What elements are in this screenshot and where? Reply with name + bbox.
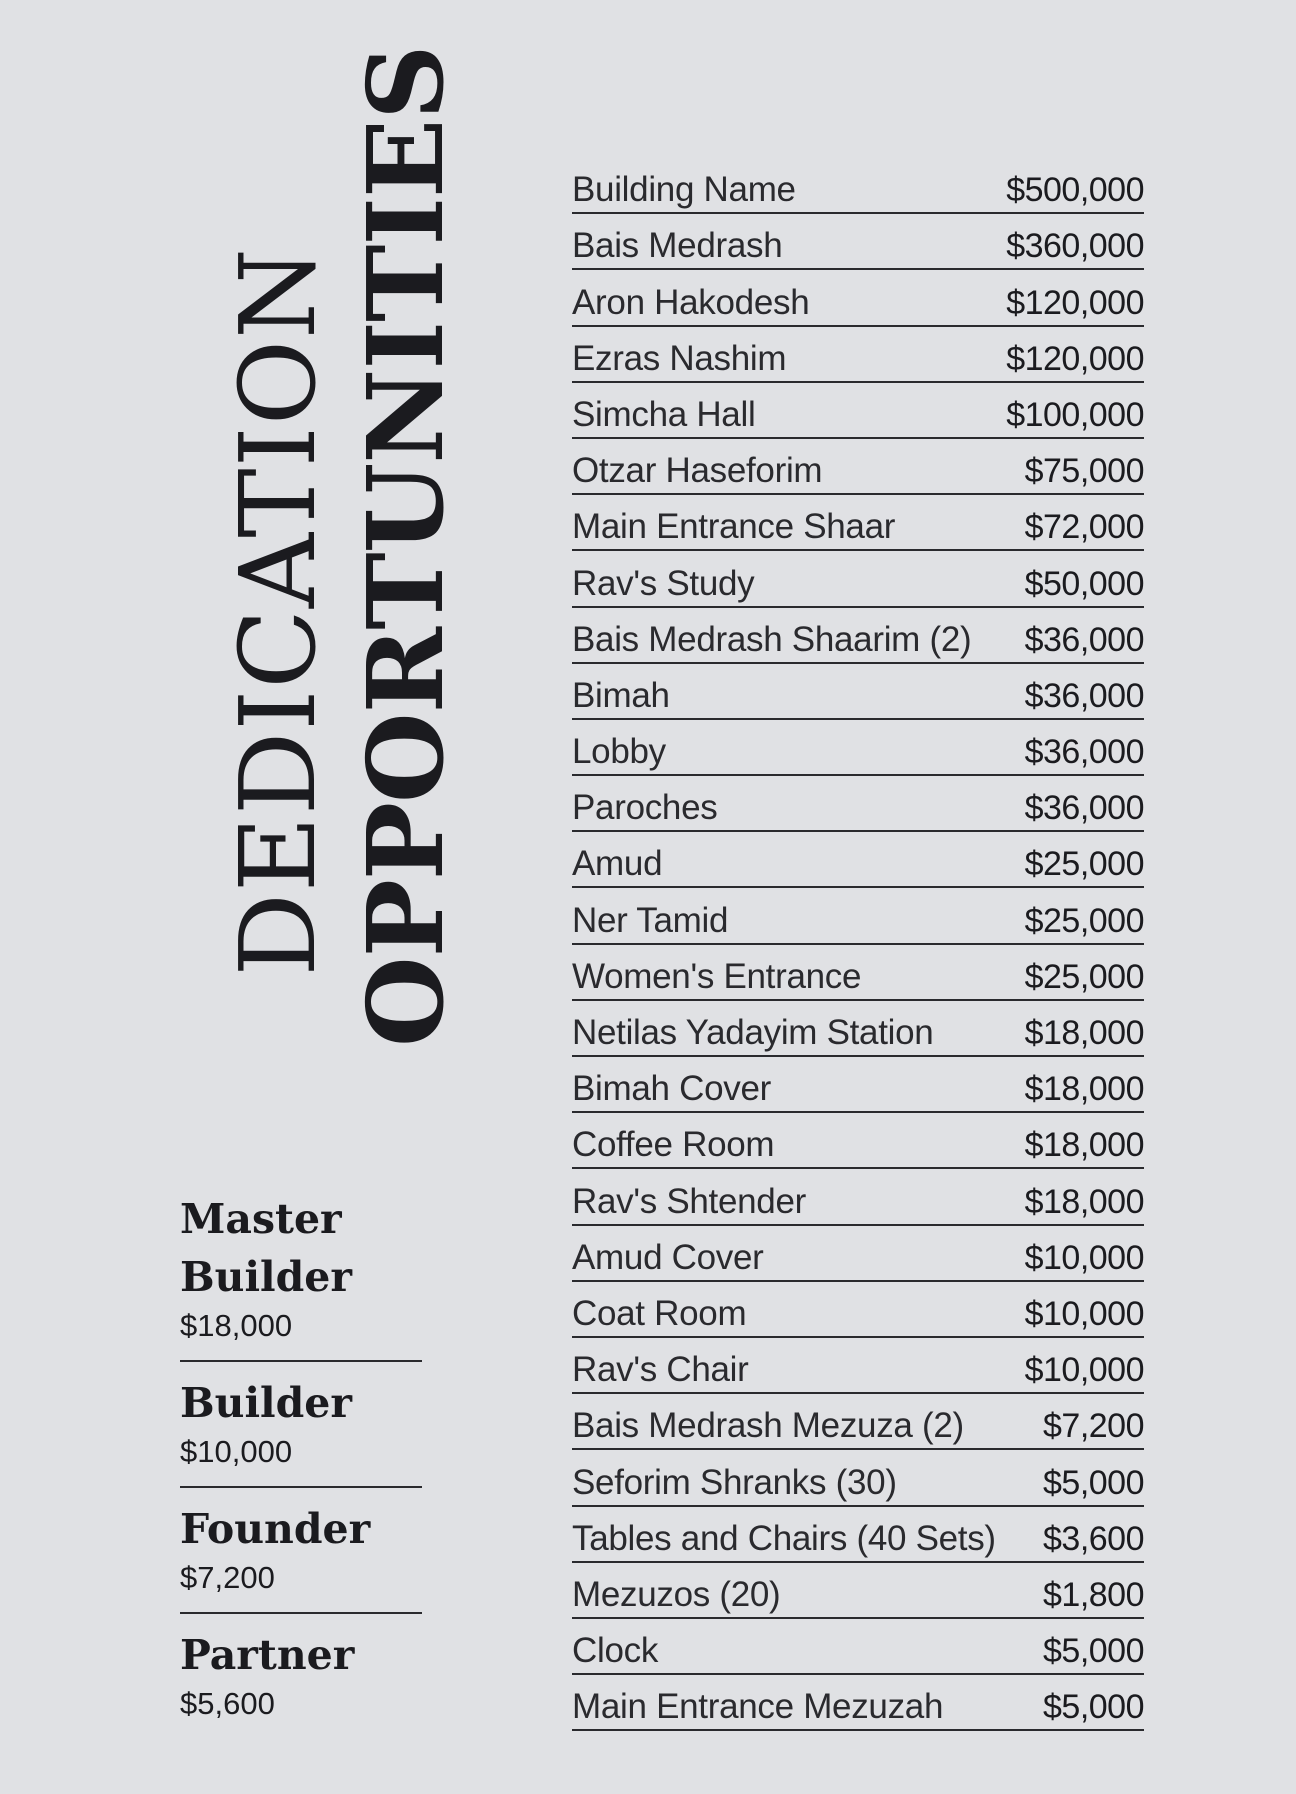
page-title <box>168 45 467 1050</box>
dedication-label: Bais Medrash <box>572 226 783 266</box>
list-item <box>572 1113 1144 1169</box>
dedication-price: $25,000 <box>1024 901 1144 940</box>
dedication-price: $120,000 <box>1006 339 1144 378</box>
dedication-label: Clock <box>572 1631 659 1671</box>
title-line-dedication: DEDICATION <box>217 247 339 977</box>
dedication-label: Ezras Nashim <box>572 338 787 378</box>
list-item <box>572 495 1144 551</box>
dedication-price: $10,000 <box>1024 1294 1144 1333</box>
list-item <box>572 270 1144 326</box>
donor-levels <box>180 1178 422 1738</box>
list-item <box>572 158 1144 214</box>
dedication-label: Bais Medrash Mezuza (2) <box>572 1406 964 1446</box>
list-item <box>572 1338 1144 1394</box>
dedication-price: $120,000 <box>1006 283 1144 322</box>
dedication-label: Rav's Chair <box>572 1350 749 1390</box>
list-item <box>572 832 1144 888</box>
donor-level-name: Builder <box>180 1379 352 1427</box>
dedication-price: $25,000 <box>1024 845 1144 884</box>
dedication-label: Bais Medrash Shaarim (2) <box>572 619 972 659</box>
list-item <box>572 214 1144 270</box>
dedication-label: Tables and Chairs (40 Sets) <box>572 1518 996 1558</box>
list-item <box>572 945 1144 1001</box>
dedication-label: Mezuzos (20) <box>572 1574 781 1614</box>
list-item <box>572 1226 1144 1282</box>
dedication-price: $5,000 <box>1043 1688 1144 1727</box>
dedication-label: Coat Room <box>572 1293 747 1333</box>
list-item <box>572 1675 1144 1731</box>
list-item <box>572 1563 1144 1619</box>
dedication-price: $75,000 <box>1024 452 1144 491</box>
dedication-label: Lobby <box>572 732 666 772</box>
dedication-price: $500,000 <box>1006 171 1144 210</box>
dedication-price: $10,000 <box>1024 1238 1144 1277</box>
donor-level-amount: $5,600 <box>180 1686 275 1721</box>
donor-level <box>180 1614 422 1738</box>
dedication-label: Otzar Haseforim <box>572 451 823 491</box>
list-item <box>572 664 1144 720</box>
title-line-opportunities: OPPORTUNITIES <box>344 45 467 1047</box>
list-item <box>572 1507 1144 1563</box>
dedication-label: Building Name <box>572 170 796 210</box>
dedication-price: $360,000 <box>1006 227 1144 266</box>
list-item <box>572 776 1144 832</box>
donor-level <box>180 1362 422 1488</box>
dedication-price: $18,000 <box>1024 1126 1144 1165</box>
list-item <box>572 720 1144 776</box>
dedication-price: $25,000 <box>1024 957 1144 996</box>
dedication-price: $18,000 <box>1024 1014 1144 1052</box>
dedication-price: $36,000 <box>1024 620 1144 659</box>
dedication-price: $10,000 <box>1024 1351 1144 1390</box>
dedication-label: Simcha Hall <box>572 394 756 434</box>
list-item <box>572 1282 1144 1338</box>
dedication-label: Rav's Shtender <box>572 1181 806 1221</box>
dedication-label: Paroches <box>572 788 718 828</box>
list-item <box>572 1057 1144 1113</box>
list-item <box>572 439 1144 495</box>
dedication-label: Amud <box>572 844 663 884</box>
donor-level-name: Founder <box>180 1505 371 1553</box>
dedication-label: Rav's Study <box>572 563 755 603</box>
donor-level <box>180 1178 422 1362</box>
dedication-price: $36,000 <box>1024 733 1144 772</box>
dedication-price: $7,200 <box>1043 1407 1144 1446</box>
dedication-label: Coffee Room <box>572 1125 775 1165</box>
list-item <box>572 1450 1144 1506</box>
list-item <box>572 383 1144 439</box>
list-item <box>572 608 1144 664</box>
dedication-price: $1,800 <box>1043 1575 1144 1614</box>
donor-level <box>180 1488 422 1614</box>
dedication-price: $72,000 <box>1024 508 1144 547</box>
donor-level-amount: $10,000 <box>180 1434 293 1469</box>
list-item <box>572 1169 1144 1225</box>
list-item <box>572 1001 1144 1057</box>
dedication-label: Bimah Cover <box>572 1069 771 1109</box>
dedication-label: Ner Tamid <box>572 900 729 940</box>
dedication-label: Aron Hakodesh <box>572 282 810 322</box>
dedication-price: $5,000 <box>1043 1463 1144 1502</box>
dedication-price: $18,000 <box>1024 1070 1144 1109</box>
donor-level-name: Master Builder <box>180 1195 352 1301</box>
dedication-label: Seforim Shranks (30) <box>572 1462 897 1502</box>
list-item <box>572 327 1144 383</box>
dedication-price: $36,000 <box>1024 676 1144 715</box>
dedication-label: Netilas Yadayim Station <box>572 1013 934 1052</box>
dedication-list <box>572 158 1144 1731</box>
donor-level-amount: $18,000 <box>180 1308 293 1343</box>
dedication-price: $50,000 <box>1024 564 1144 603</box>
dedication-label: Bimah <box>572 675 670 715</box>
dedication-price: $3,600 <box>1043 1519 1144 1558</box>
dedication-price: $5,000 <box>1043 1632 1144 1671</box>
dedication-price: $18,000 <box>1024 1182 1144 1221</box>
dedication-label: Main Entrance Mezuzah <box>572 1687 944 1727</box>
list-item <box>572 551 1144 607</box>
donor-level-amount: $7,200 <box>180 1560 275 1595</box>
dedication-price: $36,000 <box>1024 789 1144 828</box>
donor-level-name: Partner <box>180 1631 355 1679</box>
dedication-label: Amud Cover <box>572 1237 764 1277</box>
list-item <box>572 1619 1144 1675</box>
dedication-label: Women's Entrance <box>572 956 862 996</box>
dedication-label: Main Entrance Shaar <box>572 507 896 547</box>
dedication-price: $100,000 <box>1006 395 1144 434</box>
list-item <box>572 888 1144 944</box>
list-item <box>572 1394 1144 1450</box>
